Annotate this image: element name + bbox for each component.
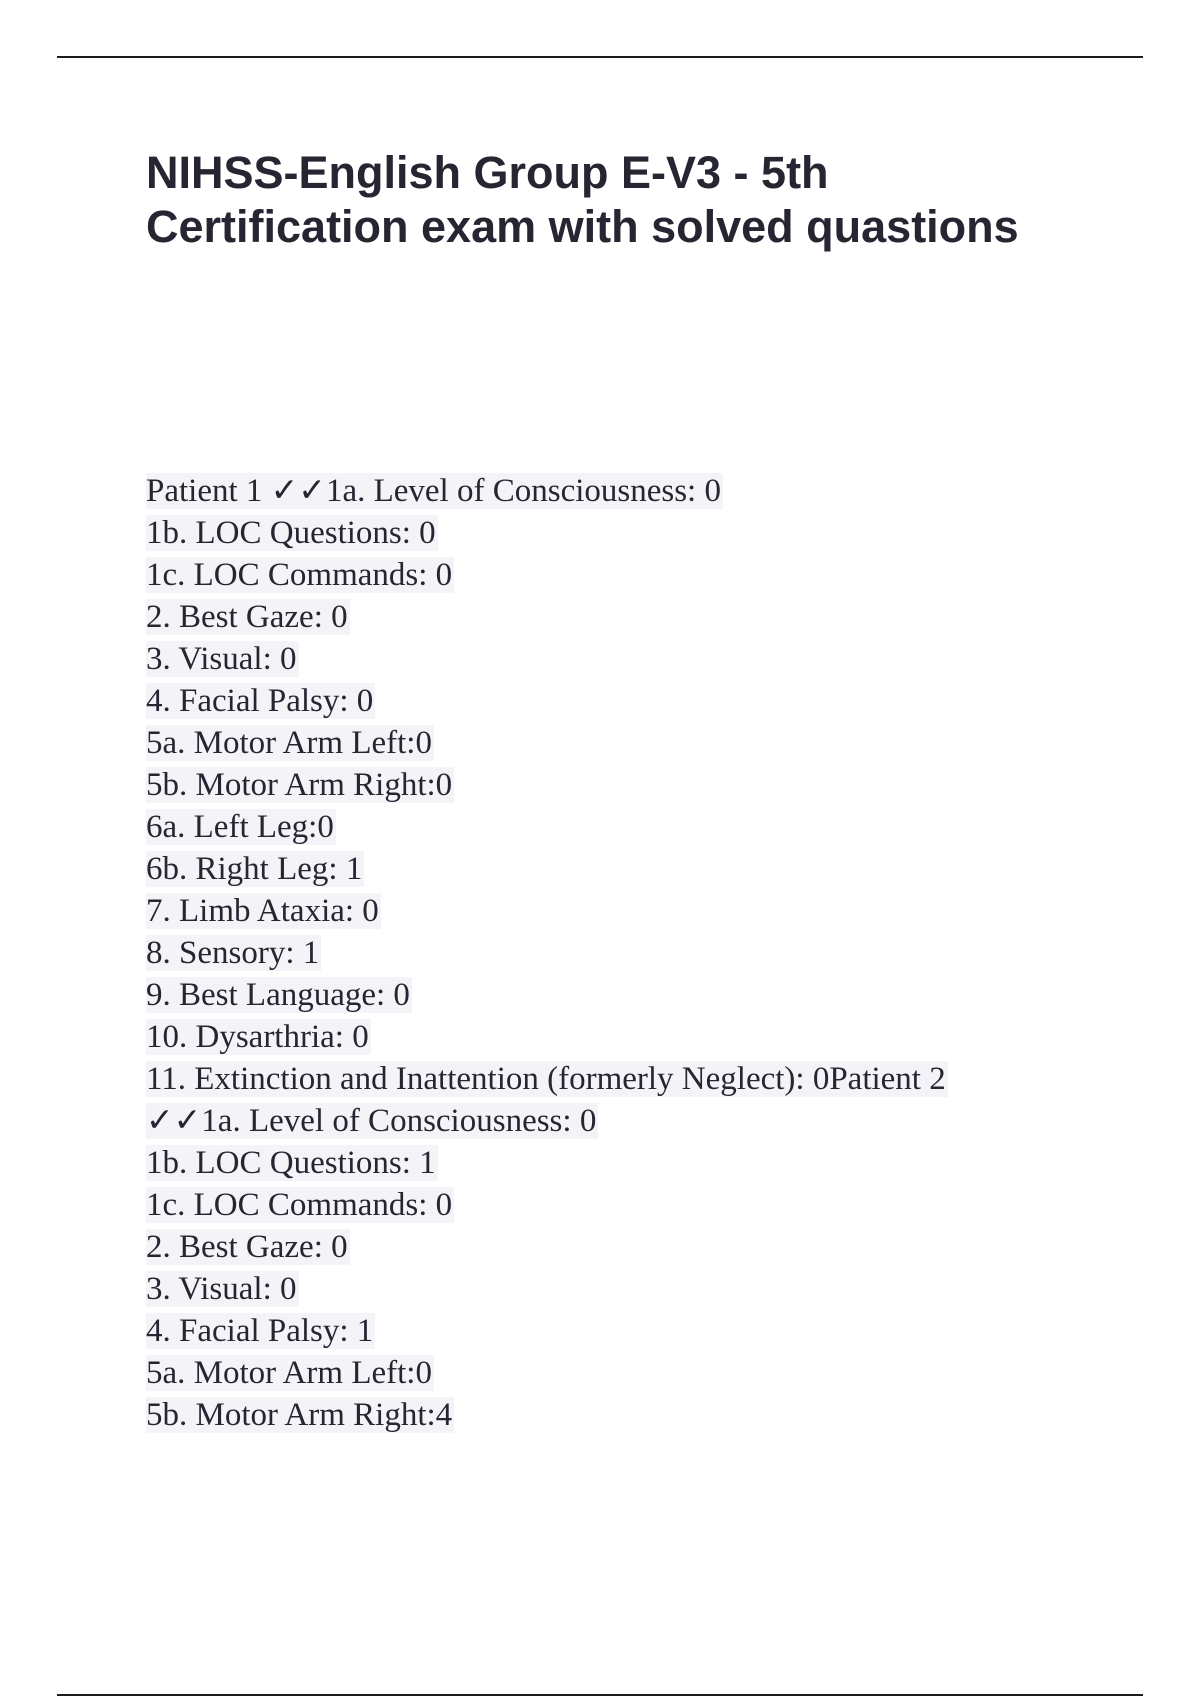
document-title-line-2: Certification exam with solved quastions <box>146 201 1019 252</box>
text-line: 1c. LOC Commands: 0 <box>146 557 453 593</box>
footer-rule <box>57 1694 1143 1696</box>
document-title-line-1: NIHSS-English Group E-V3 - 5th <box>146 147 829 198</box>
document-body <box>146 470 948 1436</box>
text-line: 1b. LOC Questions: 0 <box>146 515 436 551</box>
text-line: 7. Limb Ataxia: 0 <box>146 893 379 929</box>
header-rule <box>57 56 1143 58</box>
text-line: 6a. Left Leg:0 <box>146 809 334 845</box>
text-line: 3. Visual: 0 <box>146 641 297 677</box>
text-line: 10. Dysarthria: 0 <box>146 1019 369 1055</box>
text-line: 2. Best Gaze: 0 <box>146 1229 348 1265</box>
text-line: 4. Facial Palsy: 1 <box>146 1313 374 1349</box>
text-line: 5a. Motor Arm Left:0 <box>146 1355 432 1391</box>
text-line: 9. Best Language: 0 <box>146 977 410 1013</box>
text-line: 5b. Motor Arm Right:0 <box>146 767 453 803</box>
text-line: 2. Best Gaze: 0 <box>146 599 348 635</box>
text-line: 11. Extinction and Inattention (formerly Neglect): 0Patient 2 <box>146 1061 946 1097</box>
text-line: 5a. Motor Arm Left:0 <box>146 725 432 761</box>
text-line: 1c. LOC Commands: 0 <box>146 1187 453 1223</box>
text-line: 3. Visual: 0 <box>146 1271 297 1307</box>
text-line: 8. Sensory: 1 <box>146 935 320 971</box>
text-line: 4. Facial Palsy: 0 <box>146 683 374 719</box>
text-line: 6b. Right Leg: 1 <box>146 851 363 887</box>
document-title <box>146 146 1146 254</box>
text-line: Patient 1 ✓✓1a. Level of Consciousness: 0 <box>146 473 721 509</box>
text-line: ✓✓1a. Level of Consciousness: 0 <box>146 1103 597 1139</box>
text-line: 5b. Motor Arm Right:4 <box>146 1397 453 1433</box>
text-line: 1b. LOC Questions: 1 <box>146 1145 436 1181</box>
